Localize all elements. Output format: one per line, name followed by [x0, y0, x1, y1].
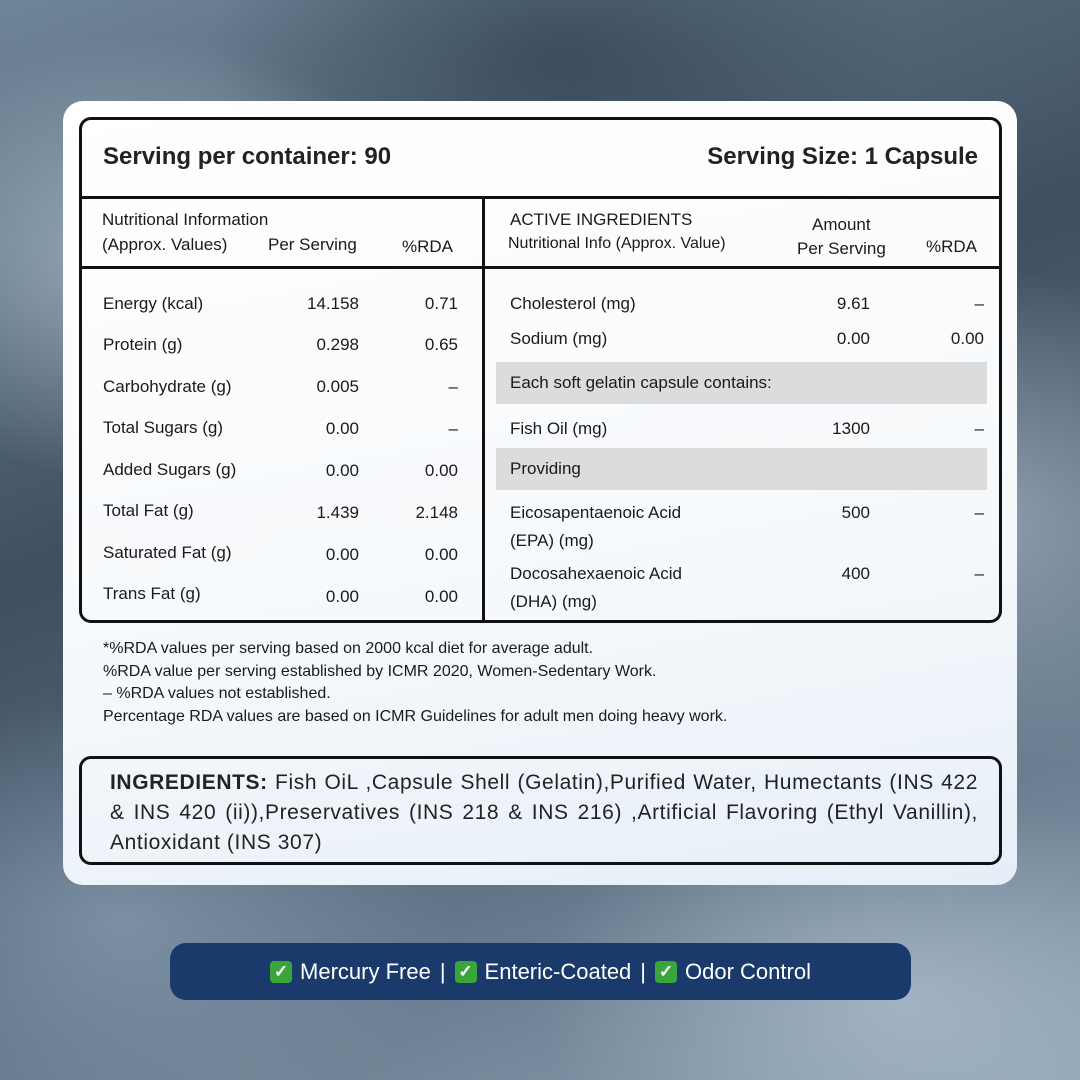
left-col2-header: Per Serving: [268, 235, 357, 254]
feature-mercury-free: [270, 959, 431, 985]
servings-per-container: Serving per container: 90: [103, 143, 392, 170]
active-row-amount: 9.61: [836, 294, 870, 313]
dha-rda: –: [974, 564, 984, 583]
row-name: Saturated Fat (g): [103, 543, 232, 562]
row-name: Added Sugars (g): [103, 460, 237, 479]
right-col3-header: %RDA: [926, 237, 978, 256]
row-rda: –: [448, 419, 458, 438]
feature-label: Enteric-Coated: [484, 958, 632, 984]
left-col1-title: Nutritional Information: [102, 210, 269, 229]
ingredients-box: [79, 756, 1002, 865]
row-rda: 0.00: [424, 461, 458, 480]
row-name: Protein (g): [103, 335, 183, 354]
fish-oil-name: Fish Oil (mg): [510, 419, 608, 438]
row-per-serving: 14.158: [307, 294, 359, 313]
footnote: – %RDA values not established.: [103, 685, 331, 702]
row-rda: 0.00: [424, 545, 458, 564]
fish-oil-rda: –: [974, 419, 984, 438]
nutrition-facts-table: [79, 117, 1002, 623]
footnote: *%RDA values per serving based on 2000 kcal diet for average adult.: [103, 640, 594, 657]
epa-name-line2: (EPA) (mg): [510, 531, 594, 550]
left-col1-subtitle: (Approx. Values): [102, 235, 228, 254]
ingredients-list: Fish OiL ,Capsule Shell (Gelatin),Purified Water, Humectants (INS 422 & INS 420 (ii)),Preservatives (INS 218 & INS 216) ,Artificial Flavoring (Ethyl Vanillin), Antioxidant (INS 307): [110, 771, 978, 854]
footnote: Percentage RDA values are based on ICMR Guidelines for adult men doing heavy work.: [103, 707, 728, 725]
dha-name-line2: (DHA) (mg): [510, 592, 597, 611]
epa-name-line1: Eicosapentaenoic Acid: [510, 503, 682, 522]
row-rda: –: [448, 377, 458, 396]
active-row-name: Sodium (mg): [510, 329, 608, 348]
feature-enteric-coated: [455, 959, 632, 985]
dha-name-line1: Docosahexaenoic Acid: [510, 564, 683, 583]
row-rda: 0.71: [424, 294, 458, 313]
row-per-serving: 0.005: [316, 377, 359, 396]
row-per-serving: 0.00: [325, 461, 359, 480]
row-name: Energy (kcal): [103, 294, 204, 313]
column-divider: [482, 196, 485, 620]
feature-label: Mercury Free: [300, 958, 431, 984]
row-name: Trans Fat (g): [103, 584, 201, 603]
active-row-rda: –: [974, 294, 984, 313]
right-col1-subtitle: Nutritional Info (Approx. Value): [508, 235, 726, 252]
check-box-icon: ✓: [655, 961, 677, 983]
rda-footnotes: [103, 638, 727, 728]
active-row-amount: 0.00: [836, 329, 870, 348]
right-col1-title: ACTIVE INGREDIENTS: [510, 210, 693, 229]
row-per-serving: 1.439: [316, 503, 359, 522]
check-box-icon: ✓: [455, 961, 477, 983]
check-box-icon: ✓: [270, 961, 292, 983]
ingredients-label: INGREDIENTS:: [110, 771, 268, 794]
right-col2-header-line2: Per Serving: [797, 239, 886, 258]
right-header-divider: [485, 266, 999, 269]
dha-amount: 400: [841, 564, 870, 583]
serving-size: Serving Size: 1 Capsule: [707, 143, 978, 170]
feature-label: Odor Control: [685, 958, 811, 984]
features-badge: [170, 943, 911, 1000]
epa-rda: –: [974, 503, 984, 522]
row-rda: 2.148: [415, 503, 458, 522]
ingredients-text: [110, 768, 978, 858]
row-name: Total Fat (g): [103, 501, 194, 520]
right-col2-header-line1: Amount: [812, 215, 871, 234]
feature-separator: |: [439, 958, 446, 984]
providing-label: Providing: [510, 459, 581, 478]
left-header-divider: [82, 266, 482, 269]
footnote: %RDA value per serving established by ICMR 2020, Women-Sedentary Work.: [103, 662, 657, 680]
row-per-serving: 0.00: [325, 545, 359, 564]
facts-header: [82, 120, 999, 199]
epa-amount: 500: [841, 503, 870, 522]
fish-oil-amount: 1300: [832, 419, 870, 438]
feature-odor-control: [655, 959, 811, 985]
row-rda: 0.65: [424, 335, 458, 354]
active-row-name: Cholesterol (mg): [510, 294, 636, 313]
capsule-contains-label: Each soft gelatin capsule contains:: [510, 373, 772, 392]
left-col3-header: %RDA: [402, 237, 454, 256]
row-per-serving: 0.298: [316, 335, 359, 354]
active-row-rda: 0.00: [950, 329, 984, 348]
row-per-serving: 0.00: [325, 419, 359, 438]
feature-separator: |: [640, 958, 647, 984]
row-name: Total Sugars (g): [103, 418, 223, 437]
row-per-serving: 0.00: [325, 587, 359, 606]
row-name: Carbohydrate (g): [103, 377, 232, 396]
nutrition-card: [63, 101, 1017, 885]
row-rda: 0.00: [424, 587, 458, 606]
